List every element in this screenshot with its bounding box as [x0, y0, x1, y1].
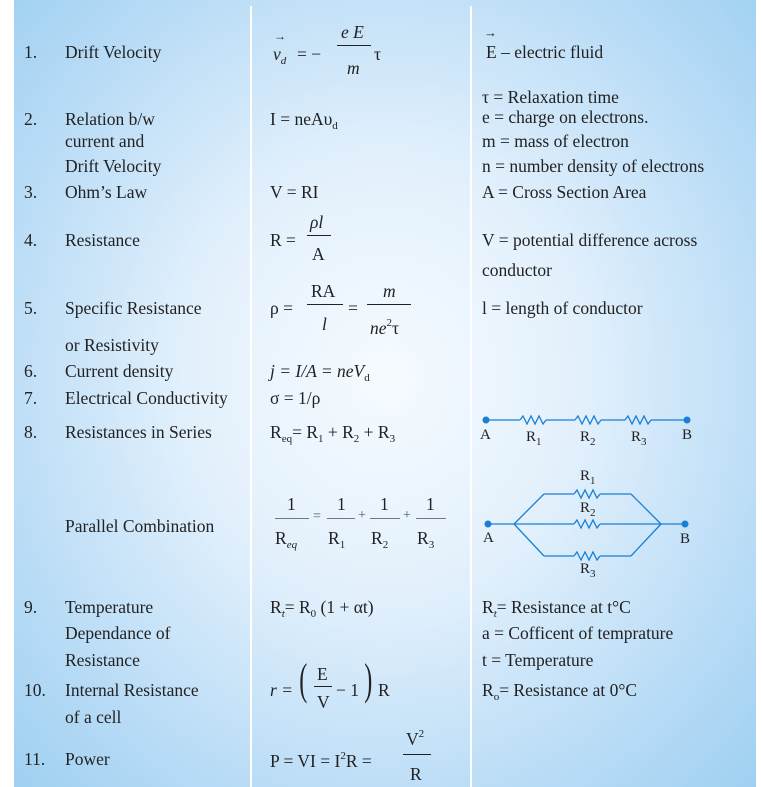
formula-sheet [14, 0, 756, 787]
row-name: Electrical Conductivity [65, 388, 228, 408]
resistor-r1-zigzag [574, 490, 600, 498]
node-b [682, 521, 689, 528]
formula-int-lhs: r = [270, 680, 293, 700]
parallel-r3-label: $R_3$ [580, 561, 596, 580]
formula-int-tail: − 1 [336, 680, 359, 700]
formula-plus: + [358, 508, 366, 523]
parallel-r1-label: $R_1$ [580, 468, 596, 487]
formula-power-den: R [410, 764, 422, 784]
formula-rho-den2: $ne^2\tau$ [370, 317, 400, 338]
row-name: Drift Velocity [65, 156, 162, 176]
note-tau: τ = Relaxation time [482, 87, 619, 107]
parallel-node-b-label: B [680, 531, 691, 547]
formula-equals: = − [297, 44, 322, 64]
resistor-r2-zigzag [575, 416, 601, 424]
row-name: Ohm’s Law [65, 182, 148, 202]
row-name: Dependance of [65, 623, 171, 643]
formula-par-num: 1 [380, 494, 389, 514]
formula-par-num: 1 [426, 494, 435, 514]
formula-relation: I = neAυ$_d$ [270, 109, 338, 132]
formula-int-den: V [317, 692, 330, 712]
series-node-a-label: A [480, 427, 491, 443]
series-r1-label: $R_1$ [526, 429, 542, 448]
wire [514, 494, 544, 524]
note-l: l = length of conductor [482, 298, 643, 318]
formula-conductivity: σ = 1/ρ [270, 388, 321, 408]
series-circuit-diagram [14, 0, 756, 787]
formula-int-num: E [317, 664, 328, 684]
formula-int-r: R [378, 680, 390, 700]
formula-plus: + [403, 508, 411, 523]
row-name: Parallel Combination [65, 516, 215, 536]
wire [631, 494, 661, 524]
note-ro: $R_o=$ Resistance at 0°C [482, 680, 638, 703]
note-e-field: E – electric fluid [486, 42, 604, 62]
note-V: V = potential difference across [482, 230, 698, 250]
formula-equals: = [348, 298, 358, 318]
resistor-r2-zigzag [574, 520, 600, 528]
row-name: Resistance [65, 650, 140, 670]
row-name: or Resistivity [65, 335, 159, 355]
formula-series: $R_{eq}= R_1 + R_2 + R_3$ [270, 422, 396, 445]
row-number: 1. [24, 42, 38, 62]
formula-drift-num: e E [341, 22, 364, 42]
formula-drift-den: m [347, 58, 360, 78]
note-n: n = number density of electrons [482, 156, 705, 176]
formula-drift-lhs: $v_d$ [273, 44, 287, 67]
row-number: 7. [24, 388, 38, 408]
formula-par-den: $R_3$ [417, 528, 435, 551]
row-number: 2. [24, 109, 38, 129]
row-name: Resistance [65, 230, 140, 250]
row-number: 5. [24, 298, 38, 318]
formula-power-num: $V^2$ [406, 728, 425, 749]
row-name: Resistances in Series [65, 422, 212, 442]
row-name: Power [65, 749, 110, 769]
row-number: 6. [24, 361, 38, 381]
series-r3-label: $R_3$ [631, 429, 647, 448]
formula-par-num: 1 [287, 494, 296, 514]
row-number: 4. [24, 230, 38, 250]
paren-open: ( [299, 655, 308, 704]
row-name: Internal Resistance [65, 680, 199, 700]
note-m: m = mass of electron [482, 131, 629, 151]
node-a [485, 521, 492, 528]
formula-equals: = [313, 509, 321, 524]
note-t: t = Temperature [482, 650, 594, 670]
formula-res-lhs: R = [270, 230, 296, 250]
resistor-r1-zigzag [520, 416, 546, 424]
formula-density: j = I/A = neV$_d$ [270, 361, 370, 384]
formula-power: P = VI = $I^2R$ = [270, 750, 372, 771]
wire [514, 524, 544, 556]
node-b [684, 417, 691, 424]
formula-res-num: ρl [310, 212, 324, 232]
note-V-cont: conductor [482, 260, 552, 280]
resistor-r3-zigzag [625, 416, 651, 424]
row-number: 10. [24, 680, 46, 700]
wire [631, 524, 661, 556]
formula-par-num: 1 [337, 494, 346, 514]
note-e: e = charge on electrons. [482, 107, 649, 127]
paren-close: ) [364, 655, 373, 704]
note-alpha: a = Cofficent of temprature [482, 623, 674, 643]
row-number: 11. [24, 749, 46, 769]
formula-ohm: V = RI [270, 182, 319, 202]
row-name: Drift Velocity [65, 42, 162, 62]
formula-par-den: $R_2$ [371, 528, 389, 551]
row-name: Current density [65, 361, 174, 381]
formula-rho-num2: m [383, 281, 396, 301]
row-name: of a cell [65, 707, 122, 727]
row-number: 8. [24, 422, 38, 442]
parallel-r2-label: $R_2$ [580, 500, 596, 519]
row-name: Specific Resistance [65, 298, 202, 318]
formula-rho-den1: l [322, 314, 327, 334]
formula-rho-num1: RA [311, 281, 336, 301]
row-name: Relation b/w [65, 109, 155, 129]
formula-rho-lhs: ρ = [270, 298, 293, 318]
row-name: current and [65, 131, 145, 151]
vector-arrow: → [484, 25, 497, 40]
parallel-node-a-label: A [483, 530, 494, 546]
formula-temp: $R_t= R_0$ (1 + αt) [270, 597, 374, 620]
note-rt: $R_t=$ Resistance at t°C [482, 597, 631, 620]
formula-par-den: $R_1$ [328, 528, 346, 551]
formula-drift-tau: τ [374, 44, 382, 64]
formula-res-den: A [312, 244, 325, 264]
formula-par-den: $R_{eq}$ [275, 528, 298, 551]
series-node-b-label: B [682, 427, 693, 443]
row-name: Temperature [65, 597, 154, 617]
note-A: A = Cross Section Area [482, 182, 647, 202]
vector-arrow: → [274, 29, 286, 43]
resistor-r3-zigzag [574, 552, 600, 560]
row-number: 3. [24, 182, 38, 202]
series-r2-label: $R_2$ [580, 429, 596, 448]
row-number: 9. [24, 597, 38, 617]
node-a [483, 417, 490, 424]
